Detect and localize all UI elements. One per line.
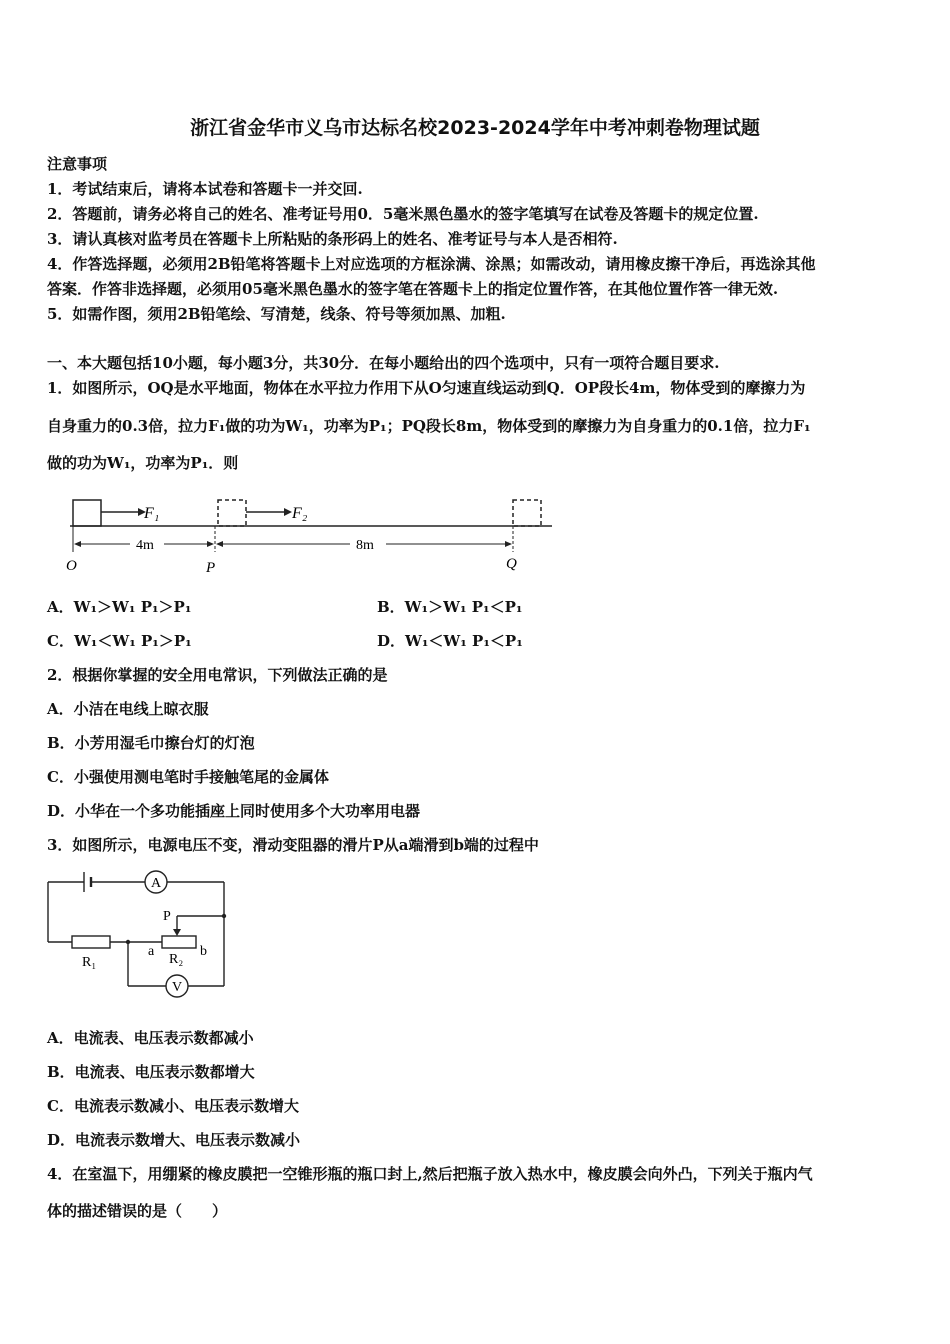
motion-diagram <box>60 492 570 578</box>
section-heading: 一、本大题包括10小题，每小题3分，共30分．在每小题给出的四个选项中，只有一项符合题目要求. <box>47 354 720 372</box>
block-dashed-q <box>513 500 541 526</box>
option-c[interactable]: C．小强使用测电笔时手接触笔尾的金属体 <box>47 768 329 786</box>
option-d[interactable]: D．小华在一个多功能插座上同时使用多个大功率用电器 <box>47 802 421 820</box>
block-dashed-p <box>218 500 246 526</box>
terminal-a-label: a <box>148 944 155 959</box>
r1-label: R₁ <box>82 955 97 970</box>
label-f2: F₂ <box>292 505 308 522</box>
notice-heading: 注意事项 <box>47 155 108 173</box>
option-b[interactable]: B．小芳用湿毛巾擦台灯的灯泡 <box>47 734 255 752</box>
question-1-line: 自身重力的0.3倍，拉力F₁做的功为W₁，功率为P₁；PQ段长8m，物体受到的摩擦力为自身重力的0.1倍，拉力F₁ <box>47 417 811 435</box>
option-a[interactable]: A．小洁在电线上晾衣服 <box>47 700 209 718</box>
force-arrowhead-f2 <box>284 508 292 516</box>
label-p: P <box>206 560 216 576</box>
question-4-line: 体的描述错误的是（ ） <box>47 1202 228 1220</box>
circuit-diagram <box>42 866 242 1002</box>
label-4m: 4m <box>136 538 154 553</box>
ammeter-label: A <box>151 876 162 891</box>
question-4-line: 4．在室温下，用绷紧的橡皮膜把一空锥形瓶的瓶口封上,然后把瓶子放入热水中，橡皮膜会向外凸，下列关于瓶内气 <box>47 1165 813 1183</box>
option-a[interactable]: A．电流表、电压表示数都减小 <box>47 1029 254 1047</box>
option-b[interactable]: B．电流表、电压表示数都增大 <box>47 1063 255 1081</box>
question-1-line: 做的功为W₁，功率为P₁．则 <box>47 454 239 472</box>
option-d[interactable]: D．电流表示数增大、电压表示数减小 <box>47 1131 301 1149</box>
label-8m: 8m <box>356 538 374 553</box>
option-c[interactable]: C．电流表示数减小、电压表示数增大 <box>47 1097 299 1115</box>
terminal-b-label: b <box>200 944 207 959</box>
option-d[interactable]: D．W₁＜W₁ P₁＜P₁ <box>377 632 523 650</box>
label-o: O <box>66 558 77 574</box>
question-3-stem: 3．如图所示，电源电压不变，滑动变阻器的滑片P从a端滑到b端的过程中 <box>47 836 539 854</box>
notice-item: 5．如需作图，须用2B铅笔绘、写清楚，线条、符号等须加黑、加粗. <box>47 305 506 323</box>
option-b[interactable]: B．W₁＞W₁ P₁＜P₁ <box>377 598 523 616</box>
label-f1: F₁ <box>144 505 160 522</box>
block-solid <box>73 500 101 526</box>
voltmeter-label: V <box>172 980 183 995</box>
notice-item: 1．考试结束后，请将本试卷和答题卡一并交回. <box>47 180 363 198</box>
option-c[interactable]: C．W₁＜W₁ P₁＞P₁ <box>47 632 192 650</box>
option-a[interactable]: A．W₁＞W₁ P₁＞P₁ <box>47 598 192 616</box>
r2-label: R₂ <box>169 952 184 967</box>
resistor-r2 <box>162 936 196 948</box>
question-2-stem: 2．根据你掌握的安全用电常识，下列做法正确的是 <box>47 666 388 684</box>
page-title: 浙江省金华市义乌市达标名校2023-2024学年中考冲刺卷物理试题 <box>190 117 760 139</box>
slider-label: P <box>163 909 171 924</box>
resistor-r1 <box>72 936 110 948</box>
notice-item: 2．答题前，请务必将自己的姓名、准考证号用0．5毫米黑色墨水的签字笔填写在试卷及答题卡的规定位置. <box>47 205 759 223</box>
notice-item: 3．请认真核对监考员在答题卡上所粘贴的条形码上的姓名、准考证号与本人是否相符. <box>47 230 618 248</box>
notice-item: 4．作答选择题，必须用2B铅笔将答题卡上对应选项的方框涂满、涂黑；如需改动，请用橡皮擦干净后，再选涂其他 <box>47 255 816 273</box>
notice-item: 答案．作答非选择题，必须用05毫米黑色墨水的签字笔在答题卡上的指定位置作答，在其他位置作答一律无效. <box>47 280 779 298</box>
slider-arrow <box>173 929 181 936</box>
label-q: Q <box>506 556 517 572</box>
question-1-line: 1．如图所示，OQ是水平地面，物体在水平拉力作用下从O匀速直线运动到Q．OP段长4m，物体受到的摩擦力为 <box>47 379 806 397</box>
